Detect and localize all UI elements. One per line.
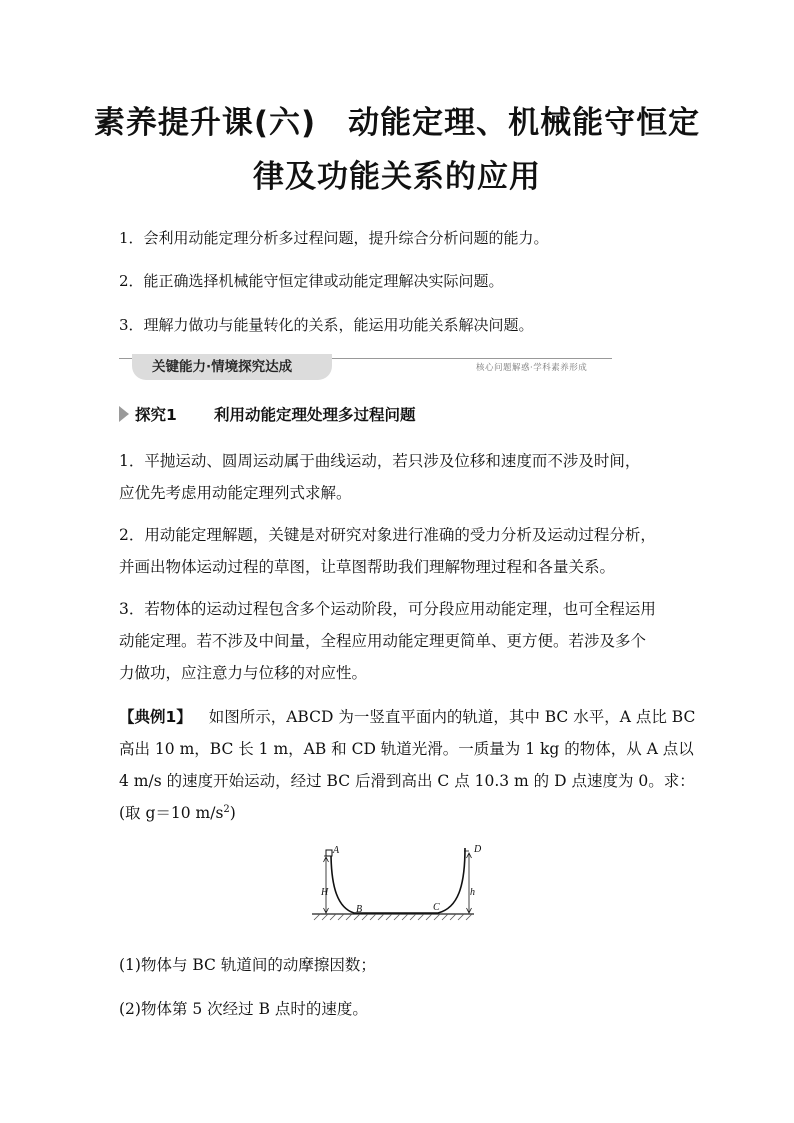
block-at-a (326, 850, 332, 856)
example-tag: 【典例1】 (119, 708, 192, 726)
example-line-3: 4 m/s 的速度开始运动，经过 BC 后滑到高出 C 点 10.3 m 的 D 点速度为 0。求： (119, 772, 695, 790)
point-2-line-1: 2．用动能定理解题，关键是对研究对象进行准确的受力分析及运动过程分析， (119, 526, 656, 544)
example-line-1 (119, 705, 695, 727)
example-line-2: 高出 10 m，BC 长 1 m，AB 和 CD 轨道光滑。一质量为 1 kg 的物体，从 A 点以 (119, 740, 694, 758)
banner-tab: 关键能力·情境探究达成 (132, 354, 332, 380)
label-small-h: h (470, 887, 475, 898)
label-b: B (356, 904, 363, 915)
objective-1: 1．会利用动能定理分析多过程问题，提升综合分析问题的能力。 (119, 229, 549, 247)
label-a: A (333, 845, 340, 856)
objective-3: 3．理解力做功与能量转化的关系，能运用功能关系解决问题。 (119, 316, 534, 334)
point-3-line-1: 3．若物体的运动过程包含多个运动阶段，可分段应用动能定理，也可全程运用 (119, 600, 656, 618)
page-title-line-2: 律及功能关系的应用 (253, 159, 541, 195)
example-text-4: (取 g＝10 m/s (119, 804, 224, 822)
example-text-1: 如图所示，ABCD 为一竖直平面内的轨道，其中 BC 水平，A 点比 BC (208, 708, 696, 726)
point-3-line-3: 力做功，应注意力与位移的对应性。 (119, 664, 368, 682)
banner-subtitle: 核心问题解惑·学科素养形成 (476, 363, 588, 373)
ground-hatching (314, 914, 472, 920)
objective-2: 2．能正确选择机械能守恒定律或动能定理解决实际问题。 (119, 272, 504, 290)
point-3-line-2: 动能定理。若不涉及中间量，全程应用动能定理更简单、更方便。若涉及多个 (119, 632, 647, 650)
label-d: D (474, 844, 482, 855)
label-big-h: H (321, 887, 329, 898)
section-label: 探究1 (135, 406, 177, 424)
question-2: (2)物体第 5 次经过 B 点时的速度。 (119, 1000, 368, 1018)
question-1: (1)物体与 BC 轨道间的动摩擦因数； (119, 956, 376, 974)
section-title: 利用动能定理处理多过程问题 (214, 406, 416, 424)
page-title-line-1: 素养提升课(六) 动能定理、机械能守恒定 (93, 105, 701, 141)
point-1-line-1: 1．平抛运动、圆周运动属于曲线运动，若只涉及位移和速度而不涉及时间， (119, 452, 641, 470)
track-curve (331, 848, 465, 913)
example-text-4-end: ) (229, 804, 236, 822)
example-exponent: 2 (223, 803, 230, 815)
section-arrow-icon (119, 406, 129, 422)
track-diagram (300, 838, 500, 930)
example-line-4 (119, 801, 236, 823)
point-2-line-2: 并画出物体运动过程的草图，让草图帮助我们理解物理过程和各量关系。 (119, 558, 616, 576)
point-1-line-2: 应优先考虑用动能定理列式求解。 (119, 484, 352, 502)
label-c: C (433, 902, 440, 913)
